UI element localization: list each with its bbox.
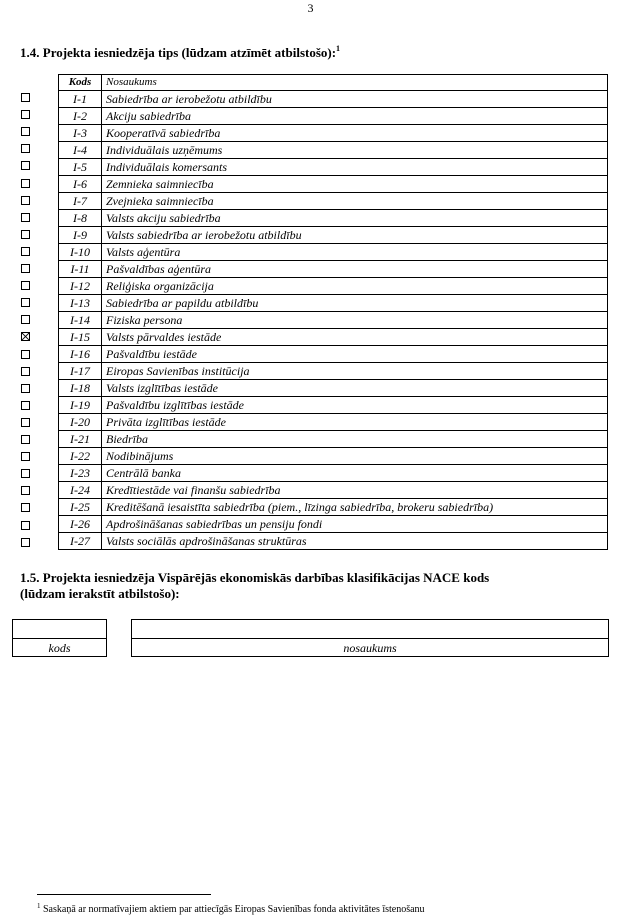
row-code: I-18 (59, 380, 102, 397)
row-code: I-17 (59, 363, 102, 380)
checkbox-i-26[interactable] (21, 521, 30, 530)
table-row (59, 261, 608, 278)
column-header-name: Nosaukums (102, 75, 608, 91)
row-name: Eiropas Savienības institūcija (102, 363, 608, 380)
row-name: Valsts izglītības iestāde (102, 380, 608, 397)
checkbox-i-9[interactable] (21, 230, 30, 239)
row-name: Nodibinājums (102, 448, 608, 465)
table-row (59, 244, 608, 261)
row-name: Pašvaldības aģentūra (102, 261, 608, 278)
checkbox-i-6[interactable] (21, 179, 30, 188)
table-row (59, 533, 608, 550)
table-row (59, 329, 608, 346)
table-header-row (59, 75, 608, 91)
checkbox-i-20[interactable] (21, 418, 30, 427)
table-row (59, 227, 608, 244)
table-row (59, 278, 608, 295)
row-code: I-13 (59, 295, 102, 312)
checkbox-i-21[interactable] (21, 435, 30, 444)
row-code: I-1 (59, 91, 102, 108)
page-number: 3 (307, 1, 314, 15)
row-name: Sabiedrība ar ierobežotu atbildību (102, 91, 608, 108)
checkbox-i-12[interactable] (21, 281, 30, 290)
row-code: I-7 (59, 193, 102, 210)
row-code: I-16 (59, 346, 102, 363)
checkbox-i-23[interactable] (21, 469, 30, 478)
section-1-5-heading-line2: (lūdzam ierakstīt atbilstošo): (20, 586, 180, 601)
table-row (59, 346, 608, 363)
row-name: Pašvaldību iestāde (102, 346, 608, 363)
checkbox-i-22[interactable] (21, 452, 30, 461)
row-code: I-10 (59, 244, 102, 261)
checkbox-i-7[interactable] (21, 196, 30, 205)
footnote-marker: 1 (37, 902, 41, 910)
row-name: Valsts aģentūra (102, 244, 608, 261)
nace-name-input-box[interactable] (131, 619, 609, 639)
row-code: I-25 (59, 499, 102, 516)
nace-code-label: kods (48, 641, 71, 655)
row-code: I-8 (59, 210, 102, 227)
row-name: Zvejnieka saimniecība (102, 193, 608, 210)
row-name: Valsts pārvaldes iestāde (102, 329, 608, 346)
row-name: Kreditēšanā iesaistīta sabiedrība (piem., līzinga sabiedrība, brokeru sabiedrība) (102, 499, 608, 516)
row-name: Apdrošināšanas sabiedrības un pensiju fondi (102, 516, 608, 533)
row-code: I-2 (59, 108, 102, 125)
nace-name-label-box (131, 638, 609, 657)
checkbox-i-11[interactable] (21, 264, 30, 273)
nace-code-input-box[interactable] (12, 619, 107, 639)
row-name: Valsts sociālās apdrošināšanas struktūras (102, 533, 608, 550)
table-row (59, 295, 608, 312)
table-row (59, 159, 608, 176)
table-row (59, 380, 608, 397)
row-name: Valsts sabiedrība ar ierobežotu atbildību (102, 227, 608, 244)
row-code: I-11 (59, 261, 102, 278)
checkbox-i-8[interactable] (21, 213, 30, 222)
row-code: I-15 (59, 329, 102, 346)
row-name: Individuālais komersants (102, 159, 608, 176)
row-code: I-4 (59, 142, 102, 159)
row-name: Reliģiska organizācija (102, 278, 608, 295)
table-row (59, 125, 608, 142)
row-name: Akciju sabiedrība (102, 108, 608, 125)
row-name: Privāta izglītības iestāde (102, 414, 608, 431)
table-row (59, 431, 608, 448)
footnote-divider (37, 894, 211, 895)
checkbox-i-5[interactable] (21, 161, 30, 170)
row-name: Zemnieka saimniecība (102, 176, 608, 193)
row-name: Valsts akciju sabiedrība (102, 210, 608, 227)
section-1-5-heading-line1: 1.5. Projekta iesniedzēja Vispārējās ekonomiskās darbības klasifikācijas NACE kods (20, 570, 490, 585)
row-code: I-21 (59, 431, 102, 448)
row-code: I-14 (59, 312, 102, 329)
table-row (59, 108, 608, 125)
row-name: Pašvaldību izglītības iestāde (102, 397, 608, 414)
row-code: I-27 (59, 533, 102, 550)
section-1-4-heading (20, 41, 340, 61)
checkbox-i-3[interactable] (21, 127, 30, 136)
table-row (59, 312, 608, 329)
table-row (59, 448, 608, 465)
checkbox-i-19[interactable] (21, 401, 30, 410)
row-code: I-3 (59, 125, 102, 142)
table-row (59, 363, 608, 380)
row-code: I-26 (59, 516, 102, 533)
checkbox-i-16[interactable] (21, 350, 30, 359)
checkbox-i-17[interactable] (21, 367, 30, 376)
column-header-code: Kods (59, 75, 102, 91)
checkbox-i-10[interactable] (21, 247, 30, 256)
table-row (59, 142, 608, 159)
check-x-icon (22, 333, 29, 340)
row-code: I-20 (59, 414, 102, 431)
table-row (59, 499, 608, 516)
row-code: I-9 (59, 227, 102, 244)
row-name: Fiziska persona (102, 312, 608, 329)
table-row (59, 91, 608, 108)
section-1-4-heading-text: 1.4. Projekta iesniedzēja tips (lūdzam atzīmēt atbilstošo): (20, 45, 337, 60)
row-name: Individuālais uzņēmums (102, 142, 608, 159)
checkbox-i-1[interactable] (21, 93, 30, 102)
footnote-text: Saskaņā ar normatīvajiem aktiem par attiecīgās Eiropas Savienības fonda aktivitātes īstenošanu (43, 904, 425, 915)
table-row (59, 397, 608, 414)
checkbox-i-25[interactable] (21, 503, 30, 512)
row-code: I-24 (59, 482, 102, 499)
table-row (59, 210, 608, 227)
table-row (59, 482, 608, 499)
checkbox-i-4[interactable] (21, 144, 30, 153)
row-code: I-5 (59, 159, 102, 176)
footnote (37, 900, 425, 916)
table-row (59, 176, 608, 193)
nace-code-label-box (12, 638, 107, 657)
row-code: I-6 (59, 176, 102, 193)
checkbox-i-24[interactable] (21, 486, 30, 495)
row-code: I-12 (59, 278, 102, 295)
row-code: I-23 (59, 465, 102, 482)
checkbox-i-27[interactable] (21, 538, 30, 547)
section-1-5-heading (20, 570, 580, 602)
table-row (59, 516, 608, 533)
row-name: Kredītiestāde vai finanšu sabiedrība (102, 482, 608, 499)
checkbox-i-15[interactable] (21, 332, 30, 341)
row-name: Kooperatīvā sabiedrība (102, 125, 608, 142)
row-name: Centrālā banka (102, 465, 608, 482)
checkbox-i-14[interactable] (21, 315, 30, 324)
table-row (59, 193, 608, 210)
checkbox-i-13[interactable] (21, 298, 30, 307)
row-name: Sabiedrība ar papildu atbildību (102, 295, 608, 312)
applicant-type-table (58, 74, 608, 550)
row-code: I-22 (59, 448, 102, 465)
checkbox-i-18[interactable] (21, 384, 30, 393)
table-row (59, 465, 608, 482)
row-code: I-19 (59, 397, 102, 414)
row-name: Biedrība (102, 431, 608, 448)
nace-name-label: nosaukums (343, 641, 397, 655)
checkbox-i-2[interactable] (21, 110, 30, 119)
footnote-reference: 1 (336, 44, 341, 53)
table-row (59, 414, 608, 431)
